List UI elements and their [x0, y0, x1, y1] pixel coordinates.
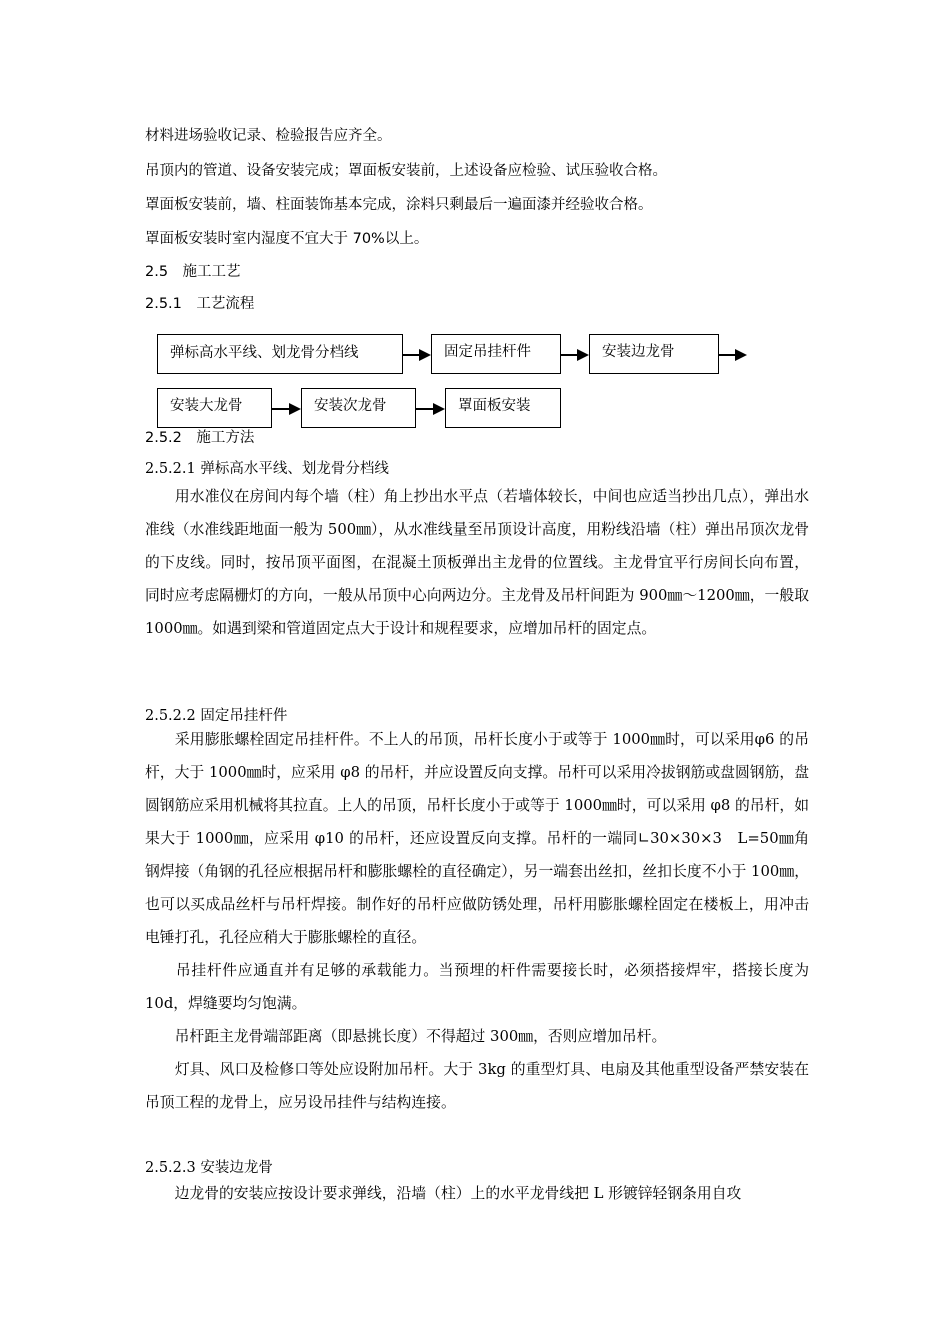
flow-arrow	[719, 349, 747, 361]
flow-box-fix-hangers: 固定吊挂杆件	[431, 334, 561, 374]
paragraph-fix-hangers	[145, 723, 809, 1119]
flow-box-panel-install: 罩面板安装	[445, 388, 561, 428]
flow-box-secondary-keel: 安装次龙骨	[301, 388, 416, 428]
line-humidity: 罩面板安装时室内湿度不宜大于 70%以上。	[145, 231, 429, 247]
flow-arrow	[403, 349, 431, 361]
line-materials-record: 材料进场验收记录、检验报告应齐全。	[145, 128, 392, 144]
paragraph-mark-lines	[145, 480, 809, 645]
heading-2-5: 2.5 施工工艺	[145, 264, 241, 280]
paragraph-edge-keel	[145, 1177, 809, 1210]
paragraph-text: 灯具、风口及检修口等处应设附加吊杆。大于 3kg 的重型灯具、电扇及其他重型设备严禁安装在吊顶工程的龙骨上，应另设吊挂件与结构连接。	[145, 1061, 809, 1111]
paragraph-text: 吊杆距主龙骨端部距离（即悬挑长度）不得超过 300㎜，否则应增加吊杆。	[145, 1028, 667, 1045]
line-pipes-equipment: 吊顶内的管道、设备安装完成；罩面板安装前，上述设备应检验、试压验收合格。	[145, 163, 667, 179]
paragraph-text: 用水准仪在房间内每个墙（柱）角上抄出水平点（若墙体较长，中间也应适当抄出几点），弹出水准线（水准线距地面一般为 500㎜），从水准线量至吊顶设计高度，用粉线沿墙（柱）弹出吊顶次龙骨的下皮线。同时，按吊顶平面图，在混凝土顶板弹出主龙骨的位置线。主龙骨宜平行房间长向布置，同时应考虑隔栅灯的方向，一般从吊顶中心向两边分。主龙骨及吊杆间距为 900㎜～1200㎜，一般取 1000㎜。如遇到梁和管道固定点大于设计和规程要求，应增加吊杆的固定点。	[145, 488, 809, 637]
paragraph-text: 边龙骨的安装应按设计要求弹线，沿墙（柱）上的水平龙骨线把 L 形镀锌轻钢条用自攻	[145, 1185, 742, 1202]
paragraph-text: 采用膨胀螺栓固定吊挂杆件。不上人的吊顶，吊杆长度小于或等于 1000㎜时，可以采用φ6 的吊杆，大于 1000㎜时，应采用 φ8 的吊杆，并应设置反向支撑。吊杆可以采用冷拔钢筋或盘圆钢筋，盘圆钢筋应采用机械将其拉直。上人的吊顶，吊杆长度小于或等于 1000㎜时，可以采用 φ8 的吊杆，如果大于 1000㎜，应采用 φ10 的吊杆，还应设置反向支撑。吊杆的一端同∟30×30×3 L=50㎜角钢焊接（角钢的孔径应根据吊杆和膨胀螺栓的直径确定），另一端套出丝扣，丝扣长度不小于 100㎜，也可以买成品丝杆与吊杆焊接。制作好的吊杆应做防锈处理，吊杆用膨胀螺栓固定在楼板上，用冲击电锤打孔，孔径应稍大于膨胀螺栓的直径。	[145, 731, 809, 946]
heading-2-5-2-2: 2.5.2.2 固定吊挂杆件	[145, 708, 288, 724]
heading-2-5-2: 2.5.2 施工方法	[145, 430, 255, 446]
heading-2-5-1: 2.5.1 工艺流程	[145, 296, 255, 312]
flow-arrow	[561, 349, 589, 361]
heading-2-5-2-3: 2.5.2.3 安装边龙骨	[145, 1160, 273, 1176]
paragraph-text: 吊挂杆件应通直并有足够的承载能力。当预埋的杆件需要接长时，必须搭接焊牢，搭接长度为 10d，焊缝要均匀饱满。	[145, 962, 809, 1012]
heading-2-5-2-1: 2.5.2.1 弹标高水平线、划龙骨分档线	[145, 461, 389, 477]
flow-arrow	[416, 403, 445, 415]
line-wall-finish: 罩面板安装前，墙、柱面装饰基本完成，涂料只剩最后一遍面漆并经验收合格。	[145, 197, 653, 213]
flow-box-mark-lines: 弹标高水平线、划龙骨分档线	[157, 334, 403, 374]
flow-box-edge-keel: 安装边龙骨	[589, 334, 719, 374]
flow-arrow	[272, 403, 301, 415]
flow-box-main-keel: 安装大龙骨	[157, 388, 272, 428]
